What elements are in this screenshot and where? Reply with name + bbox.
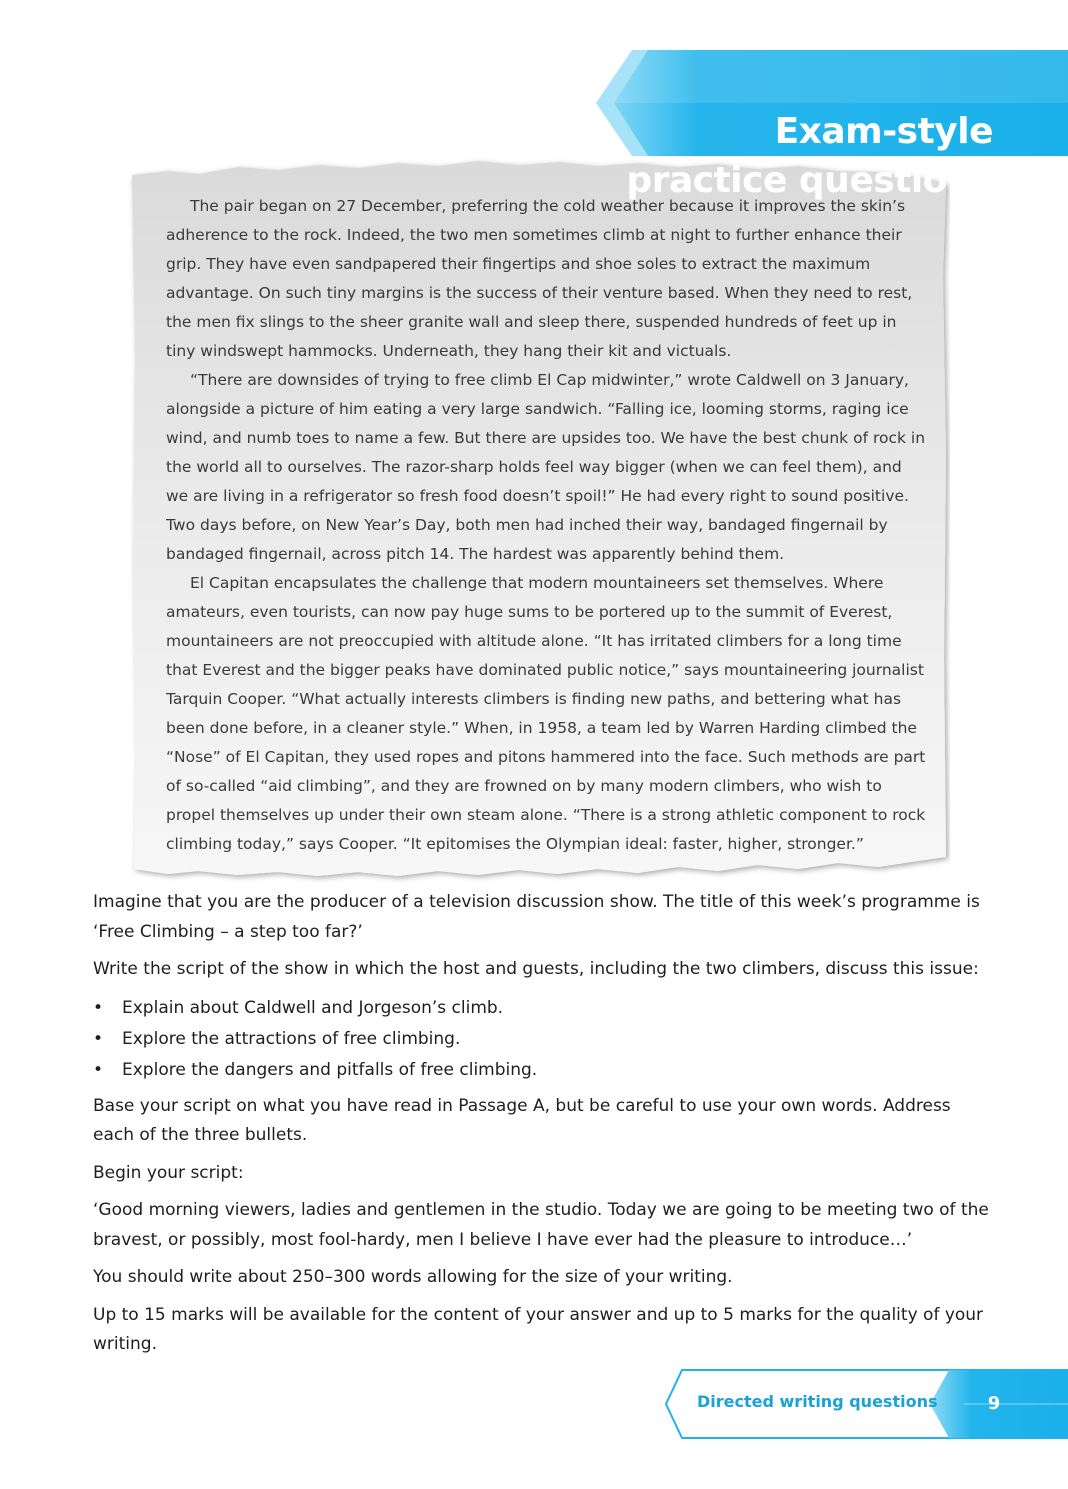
passage-paragraph: El Capitan encapsulates the challenge that modern mountaineers set themselves. Where amateurs, even tourists, can now pay huge sums to be portered up to the summit of Everest, mountaineers are not preoccupied with altitude alone. “It has irritated climbers for a long time that Everest and the bigger peaks have dominated public notice,” says mountaineering journalist Tarquin Cooper. “What actually interests climbers is finding new paths, and bettering what has been done before, in a cleaner style.” When, in 1958, a team led by Warren Harding climbed the “Nose” of El Capitan, they used ropes and pitons hammered into the face. Such methods are part of so-called “aid climbing”, and they are frowned on by many modern climbers, who wish to propel themselves up under their own steam alone. “There is a strong athletic component to rock climbing today,” says Cooper. “It epitomises the Olympian ideal: faster, higher, stronger.” xyxy=(166,574,926,853)
question-section xyxy=(93,888,993,1368)
bullet-list xyxy=(93,993,993,1086)
question-instruction: Write the script of the show in which the host and guests, including the two climbers, discuss this issue: xyxy=(93,959,979,979)
header-banner xyxy=(596,50,1068,201)
bullet-text: Explore the dangers and pitfalls of free climbing. xyxy=(122,1059,538,1080)
list-item xyxy=(93,1055,993,1086)
page-title-line-1: Exam-style xyxy=(774,111,993,152)
section-label: Directed writing questions xyxy=(697,1392,938,1411)
question-begin: Begin your script: xyxy=(93,1162,244,1183)
question-length: You should write about 250–300 words allowing for the size of your writing. xyxy=(93,1267,733,1287)
bullet-icon: • xyxy=(93,1059,104,1080)
bullet-icon: • xyxy=(93,997,104,1018)
list-item xyxy=(93,993,993,1024)
page-title xyxy=(626,107,993,205)
bullet-text: Explore the attractions of free climbing. xyxy=(122,1028,461,1049)
passage-paragraph: “There are downsides of trying to free climb El Cap midwinter,” wrote Caldwell on 3 January, alongside a picture of him eating a very large sandwich. “Falling ice, looming storms, raging ice wind, and numb toes to name a few. But there are upsides too. We have the best chunk of rock in the world all to ourselves. The razor-sharp holds feel way bigger (when we can feel them), and we are living in a refrigerator so fresh food doesn’t spoil!” He had every right to sound positive. Two days before, on New Year’s Day, both men had inched their way, bandaged fingernail by bandaged fingernail, across pitch 14. The hardest was apparently behind them. xyxy=(166,371,926,563)
question-opening: ‘Good morning viewers, ladies and gentlemen in the studio. Today we are going to be meeting two of the bravest, or possibly, most fool-hardy, men I believe I have ever had the pleasure to introduce…’ xyxy=(93,1200,989,1250)
list-item xyxy=(93,1024,993,1055)
page-title-line-2: practice questions xyxy=(626,160,993,201)
question-base-note: Base your script on what you have read in Passage A, but be careful to use your own words. Address each of the three bullets. xyxy=(93,1095,951,1145)
bullet-icon: • xyxy=(93,1028,104,1049)
question-intro: Imagine that you are the producer of a television discussion show. The title of this week’s programme is ‘Free Climbing – a step too far?’ xyxy=(93,892,980,942)
footer-tab xyxy=(664,1368,1068,1440)
page-number: 9 xyxy=(987,1393,1001,1414)
bullet-text: Explain about Caldwell and Jorgeson’s climb. xyxy=(122,997,504,1018)
question-marks: Up to 15 marks will be available for the content of your answer and up to 5 marks for the quality of your writing. xyxy=(93,1304,984,1354)
passage-text xyxy=(166,192,926,859)
passage-paragraph: The pair began on 27 December, preferring the cold weather because it improves the skin’s adherence to the rock. Indeed, the two men sometimes climb at night to further enhance their grip. They have even sandpapered their fingertips and shoe soles to extract the maximum advantage. On such tiny margins is the success of their venture based. When they need to rest, the men fix slings to the sheer granite wall and sleep there, suspended hundreds of feet up in tiny windswept hammocks. Underneath, they hang their kit and victuals. xyxy=(166,197,913,360)
